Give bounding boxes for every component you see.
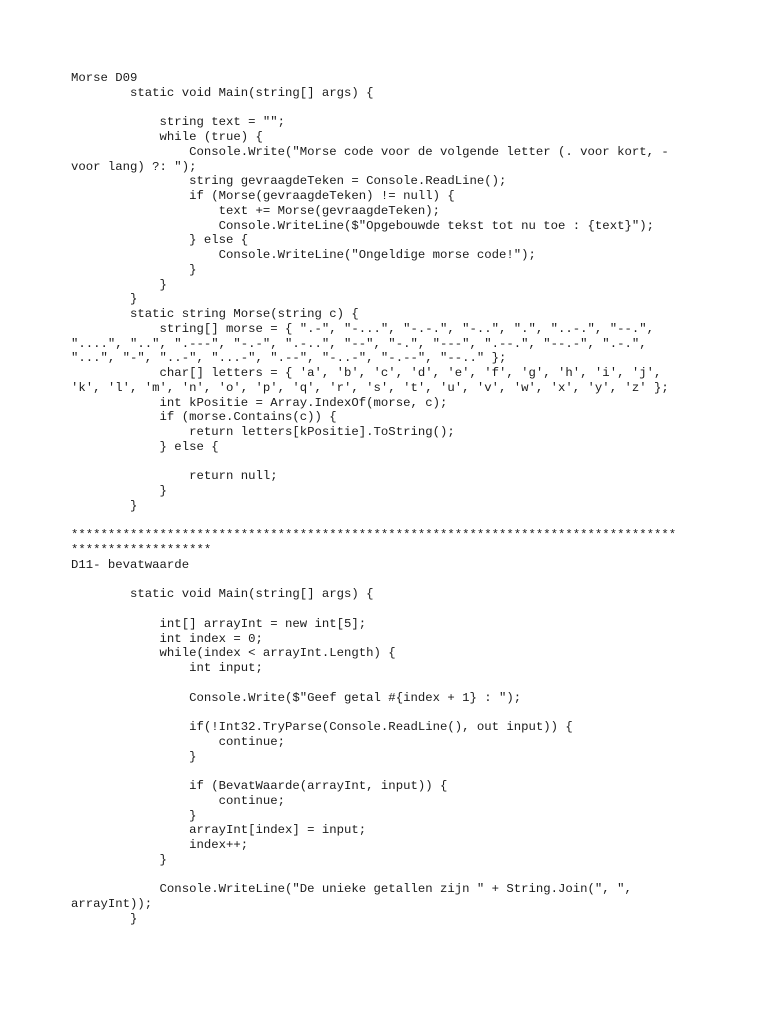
code-line: static void Main(string[] args) { bbox=[71, 587, 374, 602]
code-line: return letters[kPositie].ToString(); bbox=[71, 425, 455, 439]
code-line: voor lang) ?: "); bbox=[71, 159, 197, 174]
code-line: index++; bbox=[71, 838, 249, 852]
code-line bbox=[71, 602, 676, 617]
code-line bbox=[71, 514, 676, 529]
code-line bbox=[71, 764, 676, 779]
code-line bbox=[71, 573, 676, 588]
code-line: string gevraagdeTeken = Console.ReadLine(); bbox=[71, 174, 507, 189]
code-line: char[] letters = { 'a', 'b', 'c', 'd', 'e', 'f', 'g', 'h', 'i', 'j', bbox=[71, 366, 662, 380]
code-line: ********************************************************************************** bbox=[71, 528, 677, 543]
code-line: } bbox=[71, 498, 138, 513]
code-line: int input; bbox=[71, 661, 263, 675]
code-line bbox=[71, 101, 676, 116]
code-line: "....", "..", ".---", "-.-", ".-..", "--", "-.", "---", ".--.", "--.-", ".-.", bbox=[71, 336, 647, 351]
code-line: if (morse.Contains(c)) { bbox=[71, 410, 337, 425]
code-line: string[] morse = { ".-", "-...", "-.-.", "-..", ".", "..-.", "--.", bbox=[71, 321, 654, 336]
code-line: Console.Write("Morse code voor de volgende letter (. voor kort, - bbox=[71, 144, 669, 159]
code-line: int index = 0; bbox=[71, 631, 263, 646]
code-listing bbox=[71, 71, 676, 927]
code-line: static string Morse(string c) { bbox=[71, 307, 359, 321]
code-line bbox=[71, 455, 676, 470]
code-line bbox=[71, 868, 676, 883]
code-line: if(!Int32.TryParse(Console.ReadLine(), out input)) { bbox=[71, 720, 573, 734]
code-line: text += Morse(gevraagdeTeken); bbox=[71, 203, 440, 218]
code-line: } bbox=[71, 911, 138, 926]
code-line: string text = ""; bbox=[71, 115, 286, 130]
code-line: } bbox=[71, 262, 197, 277]
code-line: } bbox=[71, 852, 167, 867]
code-line: Console.WriteLine($"Opgebouwde tekst tot nu toe : {text}"); bbox=[71, 218, 654, 233]
code-line: } bbox=[71, 484, 167, 498]
code-line bbox=[71, 705, 676, 720]
code-line bbox=[71, 676, 676, 691]
code-line: if (Morse(gevraagdeTeken) != null) { bbox=[71, 189, 455, 203]
code-line: Console.Write($"Geef getal #{index + 1} : "); bbox=[71, 690, 522, 705]
code-line: continue; bbox=[71, 793, 286, 808]
code-line: } bbox=[71, 277, 167, 292]
code-line: while (true) { bbox=[71, 130, 263, 144]
code-line: } bbox=[71, 292, 138, 307]
code-line: } else { bbox=[71, 233, 249, 248]
code-line: arrayInt)); bbox=[71, 897, 153, 911]
code-line: return null; bbox=[71, 469, 278, 484]
code-line: int[] arrayInt = new int[5]; bbox=[71, 616, 367, 631]
code-line: Console.WriteLine("De unieke getallen zijn " + String.Join(", ", bbox=[71, 882, 632, 897]
code-line: int kPositie = Array.IndexOf(morse, c); bbox=[71, 395, 448, 410]
code-line: D11- bevatwaarde bbox=[71, 557, 190, 572]
code-line: Console.WriteLine("Ongeldige morse code!"); bbox=[71, 248, 536, 262]
code-line: arrayInt[index] = input; bbox=[71, 823, 367, 838]
code-line: } bbox=[71, 749, 197, 764]
code-line: } else { bbox=[71, 439, 219, 454]
code-line: continue; bbox=[71, 734, 286, 749]
code-line: } bbox=[71, 808, 197, 823]
code-line: "...", "-", "..-", "...-", ".--", "-..-", "-.--", "--.." }; bbox=[71, 351, 507, 366]
code-line: while(index < arrayInt.Length) { bbox=[71, 646, 396, 661]
code-line: static void Main(string[] args) { bbox=[71, 85, 374, 100]
code-line: if (BevatWaarde(arrayInt, input)) { bbox=[71, 779, 448, 793]
code-line: ******************* bbox=[71, 543, 212, 557]
code-line: 'k', 'l', 'm', 'n', 'o', 'p', 'q', 'r', 's', 't', 'u', 'v', 'w', 'x', 'y', 'z' }; bbox=[71, 380, 669, 395]
code-line: Morse D09 bbox=[71, 71, 138, 85]
